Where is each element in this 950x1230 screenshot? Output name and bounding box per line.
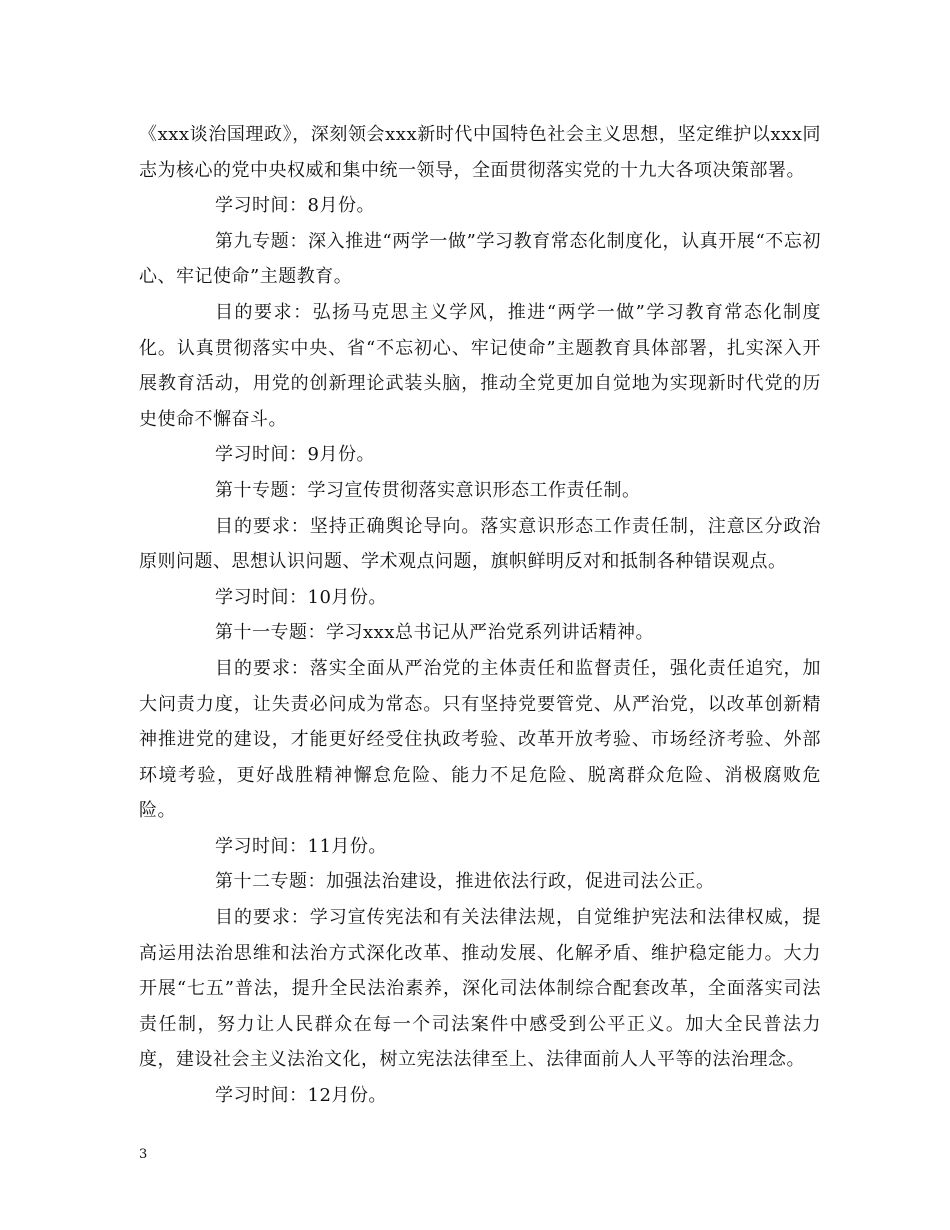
paragraph-requirements-10: 目的要求：坚持正确舆论导向。落实意识形态工作责任制，注意区分政治原则问题、思想认识问题、学术观点问题，旗帜鲜明反对和抵制各种错误观点。 — [139, 515, 821, 573]
paragraph-requirements-11: 目的要求：落实全面从严治党的主体责任和监督责任，强化责任追究，加大问责力度，让失责必问成为常态。只有坚持党要管党、从严治党，以改革创新精神推进党的建设，才能更好经受住执政考验、改革开放考验、市场经济考验、外部环境考验，更好战胜精神懈怠危险、能力不足危险、脱离群众危险、消极腐败危险。 — [139, 657, 821, 822]
paragraph-study-time-august: 学习时间：8月份。 — [215, 195, 375, 217]
paragraph-continuation: 《xxx谈治国理政》，深刻领会xxx新时代中国特色社会主义思想，坚定维护以xxx同志为核心的党中央权威和集中统一领导，全面贯彻落实党的十九大各项决策部署。 — [139, 124, 821, 181]
paragraph-topic-11: 第十一专题：学习xxx总书记从严治党系列讲话精神。 — [215, 622, 654, 644]
document-body — [139, 117, 821, 1114]
paragraph-requirements-12: 目的要求：学习宣传宪法和有关法律法规，自觉维护宪法和法律权威，提高运用法治思维和法治方式深化改革、推动发展、化解矛盾、维护稳定能力。大力开展“七五”普法，提升全民法治素养，深化司法体制综合配套改革，全面落实司法责任制，努力让人民群众在每一个司法案件中感受到公平正义。加大全民普法力度，建设社会主义法治文化，树立宪法法律至上、法律面前人人平等的法治理念。 — [139, 907, 821, 1071]
paragraph-topic-12: 第十二专题：加强法治建设，推进依法行政，促进司法公正。 — [215, 871, 715, 893]
paragraph-topic-10: 第十专题：学习宣传贯彻落实意识形态工作责任制。 — [215, 479, 641, 501]
paragraph-requirements-9: 目的要求：弘扬马克思主义学风，推进“两学一做”学习教育常态化制度化。认真贯彻落实中央、省“不忘初心、牢记使命”主题教育具体部署，扎实深入开展教育活动，用党的创新理论武装头脑，推动全党更加自觉地为实现新时代党的历史使命不懈奋斗。 — [139, 301, 821, 430]
page-number: 3 — [139, 1147, 148, 1162]
paragraph-study-time-october: 学习时间：10月份。 — [215, 586, 387, 608]
paragraph-study-time-november: 学习时间：11月份。 — [215, 835, 387, 857]
paragraph-study-time-september: 学习时间：9月份。 — [215, 444, 375, 466]
paragraph-study-time-december: 学习时间：12月份。 — [215, 1085, 387, 1107]
paragraph-topic-9: 第九专题：深入推进“两学一做”学习教育常态化制度化，认真开展“不忘初心、牢记使命”主题教育。 — [139, 230, 821, 288]
